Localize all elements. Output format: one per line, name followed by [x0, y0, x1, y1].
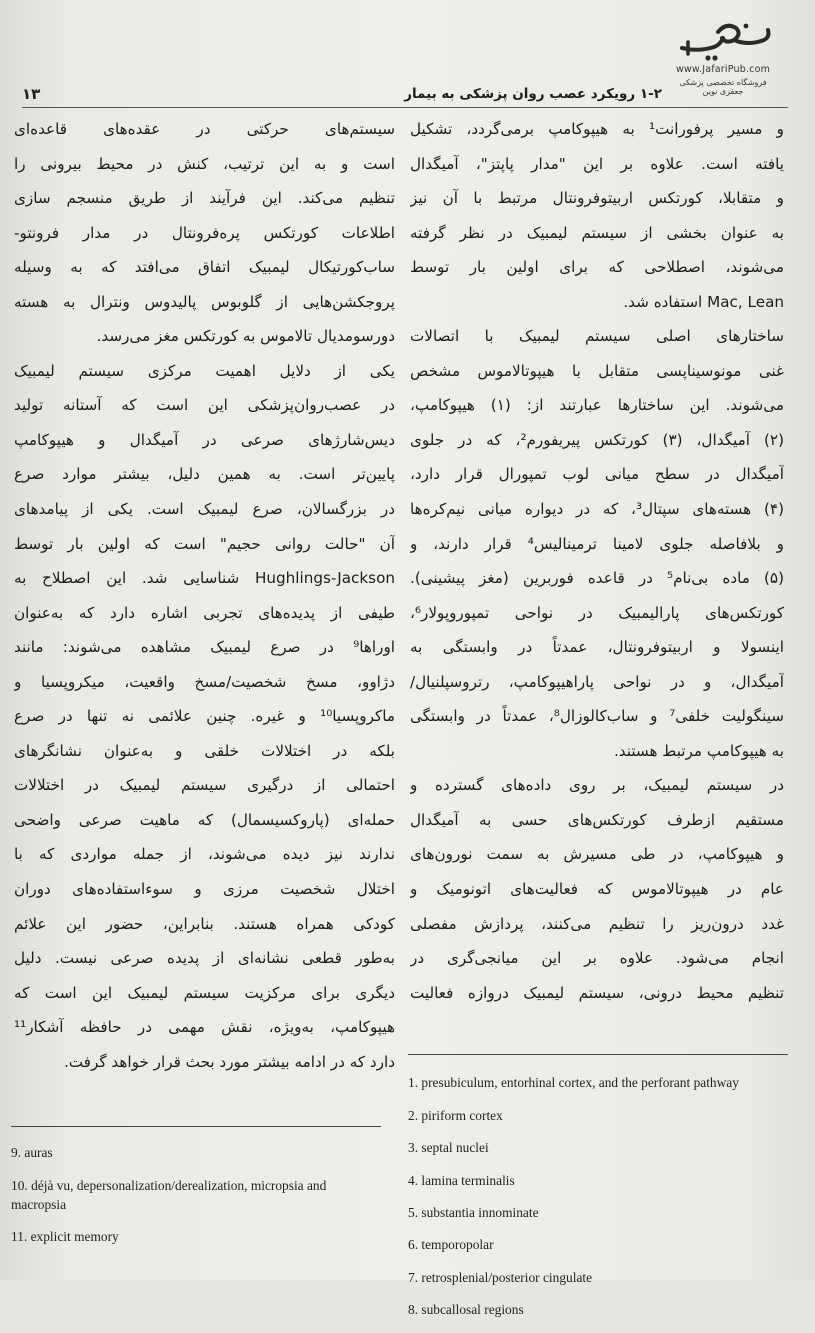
text-line: یکی از دلایل اهمیت مرکزی سیستم لیمبیک: [14, 361, 395, 380]
text-line: غنی مونوسیناپسی متقابل با هیپوتالاموس مشخص: [410, 361, 784, 380]
text-line: به‌طور قطعی نشانه‌ای از پدیده صرعی نیست. دلیل: [14, 949, 395, 968]
text-line: آمیگدال، و در نواحی پاراهیپوکامپ، رتروسپلنیال/: [410, 672, 784, 691]
text-line: ماکروپسیا¹⁰ و غیره. چنین علائمی نه تنها در صرع: [14, 707, 395, 726]
footnote: 3. septal nuclei: [408, 1140, 489, 1156]
text-line: یافته است. علاوه بر این "مدار پاپتز"، آمیگدال: [410, 154, 784, 173]
text-line: تنظیم محیط درونی، سیستم لیمبیک دروازه فعالیت: [410, 983, 784, 1002]
publisher-logo-icon: [668, 18, 778, 64]
text-line: ندارند نیز دیده می‌شوند، از جمله مواردی که با: [14, 845, 395, 864]
footnote: 10. déjà vu, depersonalization/derealization, micropsia and macropsia: [11, 1177, 327, 1212]
text-line: اختلال شخصیت مرزی و سوءاستفاده‌های دوران: [14, 880, 395, 899]
footnotes-left: [11, 1130, 383, 1260]
text-line: می‌شوند. این ساختارها عبارتند از: (۱) هیپوکامپ،: [410, 396, 784, 415]
text-line: طیفی از پدیده‌های تجربی اشاره دارد که به‌عنوان: [14, 603, 395, 622]
text-line: (۴) هسته‌های سپتال³، که در دیواره میانی نیم‌کره‌ها: [410, 500, 784, 519]
header-divider: [22, 107, 788, 108]
text-line: پایین‌تر است. به همین دلیل، بیشتر موارد صرع: [14, 465, 395, 484]
text-line: در بزرگسالان، صرع لیمبیک است. یکی از پیامدهای: [14, 500, 395, 519]
text-line: آمیگدال در سطح میانی لوب تمپورال قرار دارد،: [410, 465, 784, 484]
footnote: 1. presubiculum, entorhinal cortex, and the perforant pathway: [408, 1075, 739, 1091]
text-line: می‌شوند، اصطلاحی که برای اولین بار توسط: [410, 258, 784, 277]
text-line: و هیپوکامپ، در طی مسیرش به سمت نورون‌های: [410, 845, 784, 864]
text-line: انجام می‌شود. علاوه بر این میانجی‌گری در: [410, 949, 784, 968]
text-line: مستقیم ازطرف کورتکس‌های حسی به آمیگدال: [410, 810, 784, 829]
text-line: هیپوکامپ، به‌ویژه، نقش مهمی در حافظه آشکار¹¹: [14, 1018, 395, 1037]
text-line: بلکه در اختلالات خلقی و به‌عنوان نشانگرهای: [14, 741, 395, 760]
text-line: ساختارهای اصلی سیستم لیمبیک با اتصالات: [410, 327, 784, 346]
publisher-logo: [668, 18, 778, 96]
footnote: 6. temporopolar: [408, 1237, 494, 1253]
text-line: اینسولا و اربیتوفرونتال، عمدتاً در وابستگی به: [410, 638, 784, 657]
text-line: (۵) ماده بی‌نام⁵ در قاعده فوربرین (مغز پیشینی).: [410, 569, 784, 588]
text-line: (۲) آمیگدال، (۳) کورتکس پیریفورم²، که در جلوی: [410, 430, 784, 449]
page-number: ۱۳: [22, 85, 41, 103]
text-line: است و به این ترتیب، کنش در محیط بیرونی را: [14, 154, 395, 173]
text-line: کورتکس‌های پارالیمبیک در نواحی تمپوروپولار⁶،: [410, 603, 784, 622]
footnote: 2. piriform cortex: [408, 1107, 503, 1123]
text-line: سیستم‌های حرکتی در عقده‌های قاعده‌ای: [14, 120, 395, 138]
footnote: 4. lamina terminalis: [408, 1172, 515, 1188]
footnote: 11. explicit memory: [11, 1229, 119, 1245]
text-line: غدد درون‌ریز را تنظیم می‌کنند، پردازش مفصلی: [410, 914, 784, 933]
text-line: حمله‌ای (پاروکسیسمال) که ماهیت صرعی واضحی: [14, 810, 395, 829]
footnote: 5. substantia innominate: [408, 1204, 539, 1220]
text-line: و بلافاصله جلوی لامینا ترمینالیس⁴ قرار دارند، و: [410, 534, 784, 553]
right-text-column: [410, 112, 784, 1010]
left-text-column: [14, 112, 395, 1079]
running-title: ۱-۲ رویکرد عصب روان پزشکی به بیمار: [404, 86, 662, 102]
footnote: 7. retrosplenial/posterior cingulate: [408, 1269, 593, 1285]
text-line: پروجکشن‌هایی از گلوبوس پالیدوس ونترال به هسته: [14, 292, 395, 311]
text-line: احتمالی از درگیری سیستم لیمبیک در اختلالات: [14, 776, 395, 795]
text-line: آن "حالت روانی حجیم" است که اولین بار توسط: [14, 534, 395, 553]
text-line: در عصب‌روان‌پزشکی این است که آستانه تولید: [14, 396, 395, 415]
text-line: دیس‌شارژهای صرعی در آمیگدال و هیپوکامپ: [14, 430, 395, 449]
text-line: Hughlings-Jackson شناسایی شد. این اصطلاح به: [14, 569, 395, 588]
text-line: دژاوو، مسخ شخصیت/مسخ واقعیت، میکروپسیا و: [14, 672, 395, 691]
text-line: و مسیر پرفورانت¹ به هیپوکامپ برمی‌گردد، تشکیل: [410, 120, 784, 138]
text-line: به هیپوکامپ مرتبط هستند.: [613, 741, 784, 760]
text-line: اطلاعات کورتکس پره‌فرونتال در مدار فرونتو-: [14, 223, 395, 242]
running-header: [22, 81, 662, 107]
footnote: 9. auras: [11, 1145, 53, 1161]
footnote-divider-right: [408, 1054, 788, 1055]
text-line: کودکی همراه هستند. بنابراین، حضور این علائم: [14, 914, 395, 933]
text-line: سینگولیت خلفی⁷ و ساب‌کالوزال⁸، عمدتاً در وابستگی: [410, 707, 784, 726]
text-line: در سیستم لیمبیک، بر روی داده‌های گسترده و: [410, 776, 784, 795]
publisher-name: فروشگاه تخصصی پزشکی جعفری نوین: [679, 78, 767, 96]
text-line: Mac, Lean استفاده شد.: [623, 292, 784, 311]
text-line: عام در هیپوتالاموس که فعالیت‌های اتونومیک و: [410, 880, 784, 899]
text-line: دیگری برای مرکزیت سیستم لیمبیک این است که: [14, 983, 395, 1002]
text-line: ساب‌کورتیکال لیمبیک اتفاق می‌افتد که به وسیله: [14, 258, 395, 277]
footnote-divider-left: [11, 1126, 381, 1127]
text-line: دارد که در ادامه بیشتر مورد بحث قرار خواهد گرفت.: [63, 1052, 395, 1071]
text-line: اوراها⁹ در صرع لیمبیک مشاهده می‌شوند: مانند: [14, 638, 395, 657]
footnote: 8. subcallosal regions: [408, 1302, 524, 1318]
publisher-url: www.JafariPub.com: [675, 64, 771, 75]
text-line: و متقابلا، کورتکس اربیتوفرونتال مرتبط با آن نیز: [410, 189, 784, 208]
text-line: به عنوان بخشی از سیستم لیمبیک در نظر گرفته: [410, 223, 784, 242]
text-line: تنظیم می‌کند. این فرآیند از طریق منسجم سازی: [14, 189, 395, 208]
text-line: دورسومدیال تالاموس به کورتکس مغز می‌رسد.: [96, 327, 395, 346]
footnotes-right: [408, 1060, 788, 1333]
